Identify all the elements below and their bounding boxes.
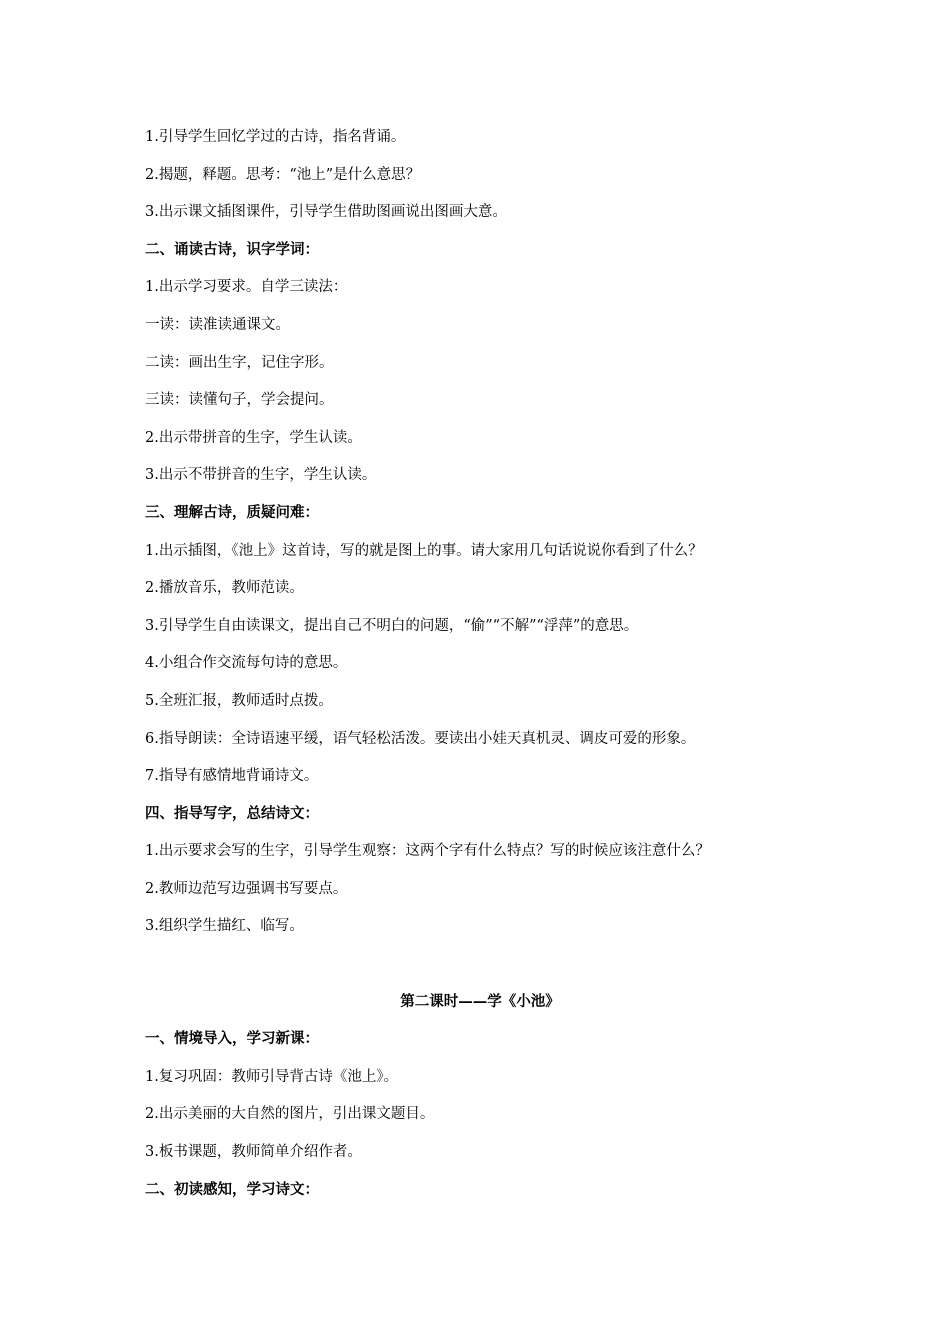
section-4-line-1: 1.出示要求会写的生字，引导学生观察：这两个字有什么特点？写的时候应该注意什么？: [145, 843, 710, 860]
section-2-line-5: 2.出示带拼音的生字，学生认读。: [145, 429, 362, 446]
section-4-heading: 四、指导写字，总结诗文：: [145, 804, 319, 822]
section-4-line-3: 3.组织学生描红、临写。: [145, 918, 304, 935]
blank-line: [145, 953, 815, 991]
document-body: [145, 126, 815, 1216]
section-3-line-4: 4.小组合作交流每句诗的意思。: [145, 655, 348, 672]
section-3-line-3: 3.引导学生自由读课文，提出自己不明白的问题，“偷”“不解”“浮萍”的意思。: [145, 617, 639, 634]
section-3-line-6: 6.指导朗读：全诗语速平缓，语气轻松活泼。要读出小娃天真机灵、调皮可爱的形象。: [145, 730, 696, 747]
section-2-line-1: 1.出示学习要求。自学三读法：: [145, 279, 348, 296]
section-2-line-4: 三读：读懂句子，学会提问。: [145, 392, 334, 409]
section-3-line-5: 5.全班汇报，教师适时点拨。: [145, 692, 333, 709]
lesson-2-section-1-line-1: 1.复习巩固：教师引导背古诗《池上》。: [145, 1068, 399, 1085]
lesson-2-section-1-line-3: 3.板书课题，教师简单介绍作者。: [145, 1144, 362, 1161]
section-2-heading: 二、诵读古诗，识字学词：: [145, 240, 319, 258]
section-3-line-7: 7.指导有感情地背诵诗文。: [145, 768, 319, 785]
section-2-line-2: 一读：读准读通课文。: [145, 316, 290, 333]
section-2-line-6: 3.出示不带拼音的生字，学生认读。: [145, 467, 377, 484]
paragraph-1-1: 1.引导学生回忆学过的古诗，指名背诵。: [145, 129, 406, 145]
section-4-line-2: 2.教师边范写边强调书写要点。: [145, 880, 348, 897]
section-3-line-1: 1.出示插图，《池上》这首诗，写的就是图上的事。请大家用几句话说说你看到了什么？: [145, 542, 703, 559]
lesson-2-title: 第二课时——学《小池》: [400, 992, 560, 1010]
lesson-2-section-2-heading: 二、初读感知，学习诗文：: [145, 1180, 319, 1198]
lesson-2-section-1-line-2: 2.出示美丽的大自然的图片，引出课文题目。: [145, 1106, 435, 1123]
paragraph-1-2: 2.揭题，释题。思考：“池上”是什么意思？: [145, 166, 421, 183]
section-3-line-2: 2.播放音乐，教师范读。: [145, 580, 304, 597]
section-3-heading: 三、理解古诗，质疑问难：: [145, 503, 319, 521]
lesson-2-section-1-heading: 一、情境导入，学习新课：: [145, 1030, 319, 1048]
section-2-line-3: 二读：画出生字，记住字形。: [145, 354, 334, 371]
paragraph-1-3: 3.出示课文插图课件，引导学生借助图画说出图画大意。: [145, 204, 507, 221]
